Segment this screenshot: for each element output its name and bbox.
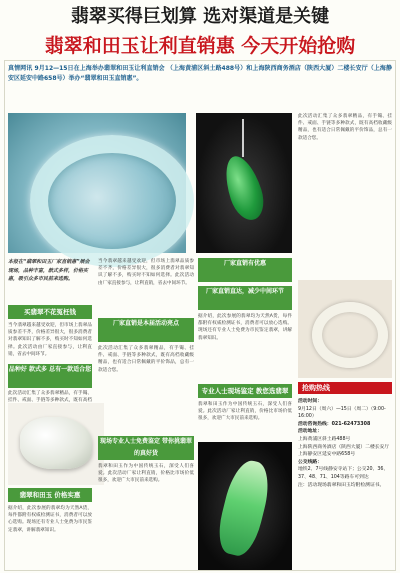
info-line: 上海黄浦区斜土路488号 — [298, 436, 351, 442]
white-jade-ring-photo — [298, 280, 392, 378]
section-text-col4-top: 此次活动汇集了众多翡翠精品，有手镯、挂件、戒面、手链等多种款式，既有高档收藏级精品，也有适合日常佩戴的平价饰品，总有一款适合您。 — [298, 114, 392, 141]
info-line: 公交线路： — [298, 459, 322, 465]
lead-paragraph: 真情网讯 9月12—15日在上海举办翡翠和田玉让利直销会 （上海黄浦区斜土路488号）和上海陕西商务酒店（陕西大厦）二楼长安厅（上海静安区延安中路658号）举办“翡翠和田玉直销惠”。 — [8, 65, 392, 82]
jade-ring-shape — [312, 302, 388, 368]
headline-subtitle: 翡翠和田玉让利直销惠 今天开始抢购 — [44, 35, 356, 57]
event-info-title: 抢购热线 — [298, 382, 392, 394]
section-text-1: 当今翡翠越来越受欢迎，但市场上翡翠品质参差不齐，价格差异很大，很多消费者对翡翠知识了解不多，购买时不知如何选择。此次活动由厂家直接参与，让利直销，省去中间环节。 — [8, 323, 92, 357]
section-heading-1: 买翡翠不花冤枉钱 — [8, 305, 92, 319]
section-heading-7: 现场专业人士免费鉴定 带你挑翡翠的真好货 — [98, 436, 194, 460]
event-info-block — [298, 398, 392, 570]
section-heading-3: 翡翠和田玉 价格实惠 — [8, 488, 92, 502]
info-line: 上海陕西商务酒店（陕西大厦）二楼长安厅 — [298, 444, 390, 450]
section-heading-6: 厂家直销直达，减少中间环节 — [198, 286, 292, 310]
info-line: 9月12日（周六）—15日（周二）（9:00-16:00） — [298, 406, 386, 420]
section-heading-2: 品种好 款式多 总有一款适合您 — [8, 364, 92, 388]
section-heading-4: 厂家直销是本届活动亮点 — [98, 318, 194, 342]
green-jade-pendant-photo — [198, 442, 292, 570]
section-text-4: 此次活动汇集了众多翡翠精品，有手镯、挂件、戒面、手链等多种款式，既有高档收藏级精品，也有适合日常佩戴的平价饰品，总有一款适合您。 — [98, 346, 194, 373]
info-line: 注：活动现场翡翠和田玉均附检测证书。 — [298, 482, 385, 488]
section-heading-8: 专业人士现场鉴定 教您选翡翠 — [198, 384, 292, 398]
headline-title: 翡翠买得巨划算 选对渠道是关键 — [70, 6, 330, 27]
section-text-3: 据介绍，此次参展的翡翠均为天然A货，每件都附有权威检测证书，消费者可以放心选购。现场还有专业人士免费为市民鉴定翡翠，讲解翡翠知识。 — [8, 506, 92, 533]
info-line: 上海静安区延安中路658号 — [298, 452, 356, 458]
section-text-8: 翡翠和田玉作为中国传统玉石，深受人们喜爱。此次活动厂家让利直销，价格比市场价低很多，欢迎广大市民前来选购。 — [198, 402, 292, 422]
bangle-ring-shape — [30, 135, 194, 267]
info-line: 地铁2、7号线静安寺站下；公交20、36、37、48、71、104等路车可到达 — [298, 467, 389, 480]
white-jade-carving-photo — [8, 403, 104, 485]
section-text-7: 翡翠和田玉作为中国传统玉石，深受人们喜爱。此次活动厂家让利直销，价格比市场价低很多，欢迎广大市民前来选购。 — [98, 464, 194, 484]
section-text-5: 据介绍，此次参展的翡翠均为天然A货，每件都附有权威检测证书，消费者可以放心选购。现场还有专业人士免费为市民鉴定翡翠，讲解翡翠知识。 — [198, 314, 292, 341]
jade-bangle-photo — [8, 113, 186, 253]
section-text-2: 此次活动汇集了众多翡翠精品，有手镯、挂件、戒面、手链等多种款式，既有高档 — [8, 391, 92, 404]
section-heading-5: 厂家直销有优惠 — [198, 258, 292, 282]
info-line: 活动咨询热线：021-62473308 — [298, 421, 371, 427]
jade-leaf-pendant-photo — [196, 113, 292, 253]
info-line: 活动地址： — [298, 429, 322, 435]
green-jade-pendant — [213, 457, 275, 560]
necklace-chain — [242, 119, 244, 157]
photo-caption: 本报在“翡翠和田玉厂家直销惠”展会现场，品种丰富，款式多样，价格实惠，吸引众多市民前来选购。 — [8, 259, 90, 283]
section-text-col2-top: 当今翡翠越来越受欢迎，但市场上翡翠品质参差不齐，价格差异很大，很多消费者对翡翠知识了解不多，购买时不知如何选择。此次活动由厂家直接参与，让利直销，省去中间环节。 — [98, 259, 194, 286]
green-leaf-pendant — [219, 152, 270, 225]
white-jade-carving — [20, 417, 92, 469]
info-line: 活动时间： — [298, 399, 322, 404]
